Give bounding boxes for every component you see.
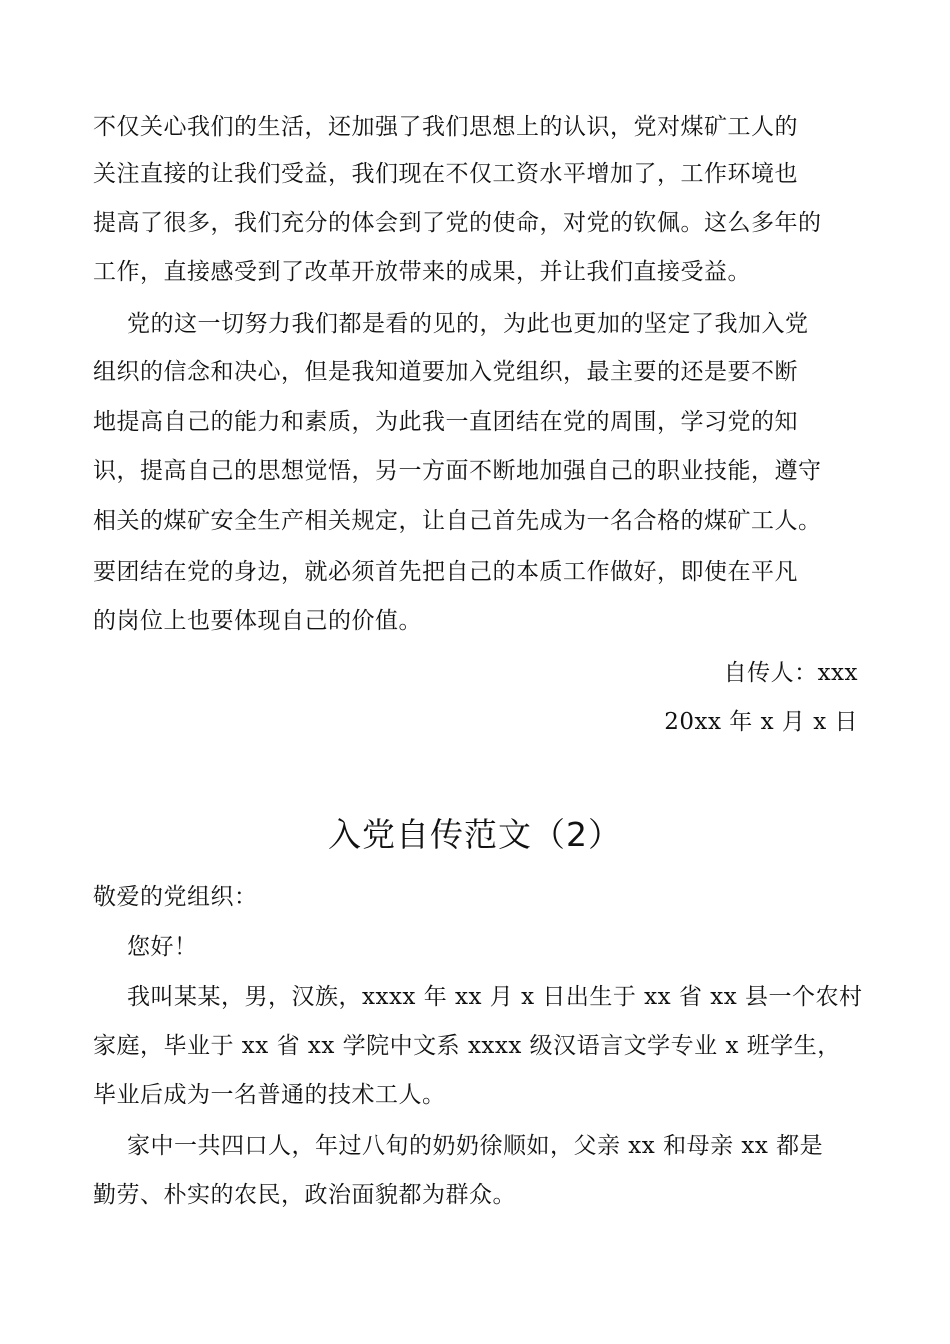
signature-date: 20xx 年 x 月 x 日: [664, 709, 858, 735]
paragraph-line: 工作，直接感受到了改革开放带来的成果，并让我们直接受益。: [93, 259, 751, 285]
paragraph-line: 党的这一切努力我们都是看的见的，为此也更加的坚定了我加入党: [127, 311, 809, 337]
paragraph-line: 地提高自己的能力和素质，为此我一直团结在党的周围，学习党的知: [93, 409, 798, 435]
paragraph-line: 勤劳、朴实的农民，政治面貌都为群众。: [93, 1182, 516, 1208]
paragraph-line: 不仅关心我们的生活，还加强了我们思想上的认识，党对煤矿工人的: [93, 114, 798, 140]
paragraph-line: 我叫某某，男，汉族，xxxx 年 xx 月 x 日出生于 xx 省 xx 县一个农村: [127, 984, 863, 1010]
paragraph-line: 毕业后成为一名普通的技术工人。: [93, 1082, 446, 1108]
paragraph-line: 要团结在党的身边，就必须首先把自己的本质工作做好，即使在平凡: [93, 559, 798, 585]
signature: 自传人：xxx: [723, 660, 858, 686]
paragraph-line: 关注直接的让我们受益，我们现在不仅工资水平增加了，工作环境也: [93, 161, 798, 187]
paragraph-line: 提高了很多，我们充分的体会到了党的使命，对党的钦佩。这么多年的: [93, 210, 822, 236]
paragraph-line: 组织的信念和决心，但是我知道要加入党组织，最主要的还是要不断: [93, 359, 798, 385]
section-title: 入党自传范文（2）: [328, 815, 622, 854]
paragraph-line: 家庭，毕业于 xx 省 xx 学院中文系 xxxx 级汉语言文学专业 x 班学生，: [93, 1033, 841, 1059]
paragraph-line: 家中一共四口人，年过八旬的奶奶徐顺如，父亲 xx 和母亲 xx 都是: [127, 1133, 824, 1159]
greeting: 您好！: [127, 934, 198, 960]
paragraph-line: 相关的煤矿安全生产相关规定，让自己首先成为一名合格的煤矿工人。: [93, 508, 822, 534]
paragraph-line: 识，提高自己的思想觉悟，另一方面不断地加强自己的职业技能，遵守: [93, 458, 822, 484]
paragraph-line: 的岗位上也要体现自己的价值。: [93, 608, 422, 634]
salutation: 敬爱的党组织：: [93, 884, 258, 910]
